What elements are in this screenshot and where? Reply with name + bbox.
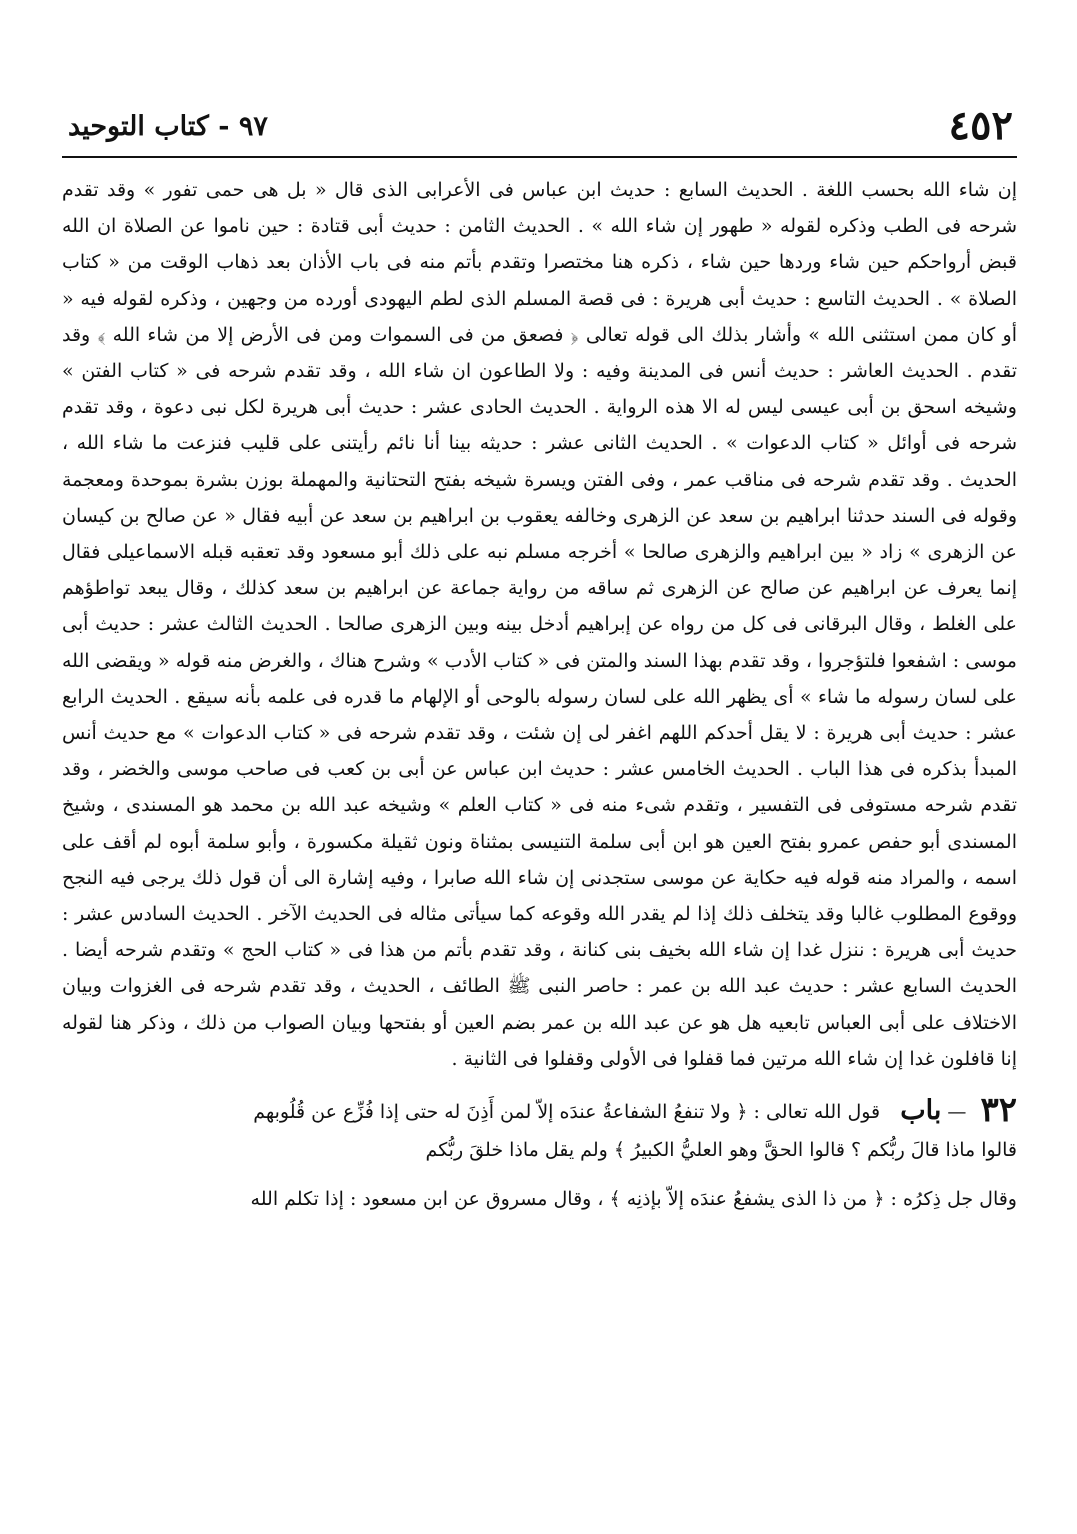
page-body: [62, 158, 1017, 1217]
chapter-heading: [62, 1091, 1017, 1169]
book-page: [62, 96, 1017, 1217]
running-title: ٩٧ - كتاب التوحيد: [68, 111, 268, 142]
chapter-heading-line-1: [62, 1091, 1017, 1131]
chapter-bab-label: باب: [900, 1095, 942, 1127]
chapter-title-line-1: قول الله تعالى : ﴿ ولا تنفعُ الشفاعةُ عندَه إلاّ لمن أَذِنَ له حتى إذا فُزِّع عن قُلُوبهم: [253, 1101, 881, 1124]
commentary-paragraph: إن شاء الله بحسب اللغة . الحديث السابع : حديث ابن عباس فى الأعرابى الذى قال « بل هى حمى تفور » وقد تقدم شرحه فى الطب وذكره لقوله « طهور إن شاء الله » . الحديث الثامن : حديث أبى قتادة : حين ناموا عن الصلاة ان الله قبض أرواحكم حين شاء وردها حين شاء ، ذكره هنا مختصرا وتقدم بأتم منه فى باب الأذان بعد ذهاب الوقت من « كتاب الصلاة » . الحديث التاسع : حديث أبى هريرة : فى قصة المسلم الذى لطم اليهودى أورده من وجهين ، وذكره لقوله فيه « أو كان ممن استثنى الله » وأشار بذلك الى قوله تعالى ﴿ فصعق من فى السموات ومن فى الأرض إلا من شاء الله ﴾ وقد تقدم . الحديث العاشر : حديث أنس فى المدينة وفيه : ولا الطاعون ان شاء الله ، وقد تقدم شرحه فى « كتاب الفتن » وشيخه اسحق بن أبى عيسى ليس له الا هذه الرواية . الحديث الحادى عشر : حديث أبى هريرة لكل نبى دعوة ، وقد تقدم شرحه فى أوائل « كتاب الدعوات » . الحديث الثانى عشر : حديثه بينا أنا نائم رأيتنى على قليب فنزعت ما شاء الله ، الحديث . وقد تقدم شرحه فى مناقب عمر ، وفى الفتن ويسرة شيخه بفتح التحتانية والمهملة بوزن بشرة بموحدة ومعجمة وقوله فى السند حدثنا ابراهيم بن سعد عن الزهرى وخالفه يعقوب بن ابراهيم بن سعد عن أبيه فقال « عن صالح بن كيسان عن الزهرى » زاد « بين ابراهيم والزهرى صالحا » أخرجه مسلم نبه على ذلك أبو مسعود وقد تعقبه قبله الاسماعيلى فقال إنما يعرف عن ابراهيم عن صالح عن الزهرى ثم ساقه من رواية جماعة عن ابراهيم بن سعد كذلك ، وقال يبعد تواطؤهم على الغلط ، وقال البرقانى فى كل من رواه عن إبراهيم أدخل بينه وبين الزهرى صالحا . الحديث الثالث عشر : حديث أبى موسى : اشفعوا فلتؤجروا ، وقد تقدم بهذا السند والمتن فى « كتاب الأدب » وشرح هناك ، والغرض منه قوله « ويقضى الله على لسان رسوله ما شاء » أى يظهر الله على لسان رسوله بالوحى أو الإلهام ما قدره فى علمه بأنه سيقع . الحديث الرابع عشر : حديث أبى هريرة : لا يقل أحدكم اللهم اغفر لى إن شئت ، وقد تقدم شرحه فى « كتاب الدعوات » مع حديث أنس المبدأ بذكره فى هذا الباب . الحديث الخامس عشر : حديث ابن عباس عن أبى بن كعب فى صاحب موسى والخضر ، وقد تقدم شرحه مستوفى فى التفسير ، وتقدم شىء منه فى « كتاب العلم » وشيخه عبد الله بن محمد هو المسندى ، وشيخ المسندى أبو حفص عمرو بفتح العين هو ابن أبى سلمة التنيسى بمثناة ونون ثقيلة مكسورة ، وأبو سلمة أبوه لم أقف على اسمه ، والمراد منه قوله فيه حكاية عن موسى ستجدنى إن شاء الله صابرا ، وفيه إشارة الى أن قول ذلك يرجى فيه النجح ووقوع المطلوب غالبا وقد يتخلف ذلك إذا لم يقدر الله وقوعه كما سيأتى مثاله فى الحديث الآخر . الحديث السادس عشر : حديث أبى هريرة : ننزل غدا إن شاء الله بخيف بنى كنانة ، وقد تقدم بأتم من هذا فى « كتاب الحج » وتقدم شرحه أيضا . الحديث السابع عشر : حديث عبد الله بن عمر : حاصر النبى ﷺ الطائف ، الحديث ، وقد تقدم شرحه فى الغزوات وبيان الاختلاف على أبى العباس تابعيه هل هو عن عبد الله بن عمر بضم العين أو بفتحها وبيان الصواب من ذلك ، وذكر هنا لقوله إنا قافلون غدا إن شاء الله مرتين فما قفلوا فى الأولى وقفلوا فى الثانية .: [62, 179, 1017, 1070]
chapter-title-line-2: قالوا ماذا قالَ ربُّكم ؟ قالوا الحقَّ وهو العليُّ الكبيرُ ﴾ ولم يقل ماذا خلقَ ربُّكم: [425, 1139, 1017, 1162]
closing-line: وقال جل ذِكرُه : ﴿ من ذا الذى يشفعُ عندَه إلاّ بإذنِه ﴾ ، وقال مسروق عن ابن مسعود : إذا تكلم الله: [250, 1188, 1017, 1211]
chapter-number: ٣٢: [980, 1090, 1017, 1131]
page-number: ٤٥٢: [948, 102, 1013, 149]
page-header: [62, 96, 1017, 158]
chapter-dash: —: [947, 1101, 967, 1124]
